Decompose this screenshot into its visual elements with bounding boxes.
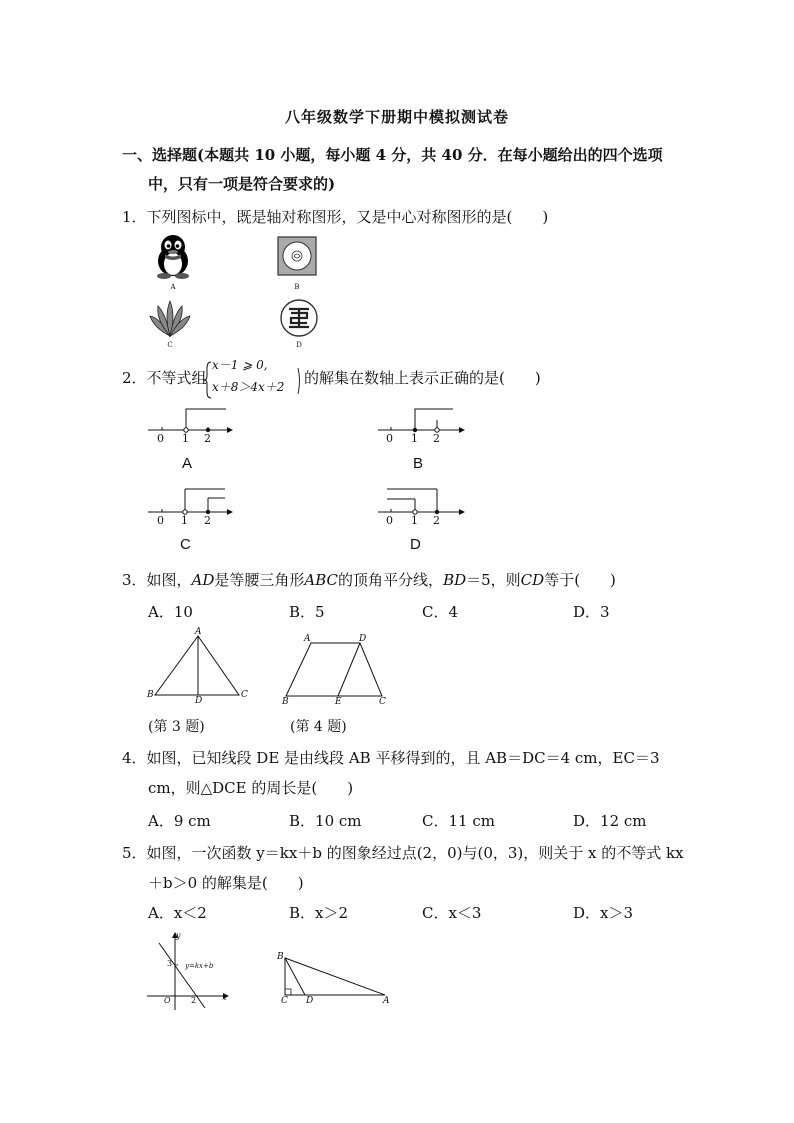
q3-stem: 3．如图，AD是等腰三角形ABC的顶角平分线，BD＝5，则CD等于( ) <box>122 571 616 589</box>
q4-option-b: B．10 cm <box>289 812 362 830</box>
q3-caption: (第 3 题) <box>148 719 205 735</box>
disc-logo-icon <box>277 236 317 276</box>
q5-stem-line2: ＋b＞0 的解集是( ) <box>148 874 304 892</box>
number-line-b-tick1: 1 <box>411 432 418 445</box>
q5-stem-line1: 5．如图，一次函数 y＝kx＋b 的图象经过点(2，0)与(0，3)，则关于 x 的不等式 kx <box>122 844 684 862</box>
section-heading-line1: 一、选择题(本题共 10 小题，每小题 4 分，共 40 分．在每小题给出的四个选项 <box>122 146 663 164</box>
number-line-a-tick0: 0 <box>157 432 164 445</box>
q4-stem-line2: cm，则△DCE 的周长是( ) <box>148 779 354 797</box>
system-bracket-icon <box>296 360 304 400</box>
petal-logo-icon <box>146 298 194 338</box>
number-line-d-tick0: 0 <box>386 514 393 527</box>
q4-label-a: A <box>304 634 311 644</box>
q6-label-d: D <box>306 996 314 1006</box>
q5-graph-origin-label: O <box>164 996 171 1005</box>
q3-label-d: D <box>195 696 203 706</box>
q6-label-c: C <box>281 996 288 1006</box>
number-line-a-tick2: 2 <box>204 432 211 445</box>
q2-system-line1: x－1 ⩾ 0, <box>212 358 268 372</box>
q4-option-d: D．12 cm <box>573 812 647 830</box>
number-line-d-tick2: 2 <box>433 514 440 527</box>
q3-option-c: C．4 <box>422 603 459 621</box>
q5-graph-x-label: x <box>222 993 227 1002</box>
q1-label-d: D <box>296 341 302 349</box>
q2-option-b-label: B <box>413 455 424 472</box>
q5-graph-y-label: y <box>176 931 181 940</box>
bank-logo-icon <box>279 298 319 338</box>
q6-label-b: B <box>277 952 284 962</box>
q2-stem-prefix: 2．不等式组 <box>122 369 207 387</box>
q1-label-a: A <box>170 283 176 291</box>
q3-label-a: A <box>195 627 202 637</box>
section-heading-line2: 中，只有一项是符合要求的) <box>148 175 336 193</box>
q3-label-b: B <box>147 690 154 700</box>
q3-option-b: B．5 <box>289 603 325 621</box>
number-line-b-tick2: 2 <box>433 432 440 445</box>
q5-graph-2-label: 2 <box>191 996 197 1005</box>
q3-label-c: C <box>241 690 248 700</box>
number-line-d-tick1: 1 <box>411 514 418 527</box>
q4-label-d: D <box>359 634 367 644</box>
q5-option-c: C．x＜3 <box>422 904 482 922</box>
q5-graph-line-label: y=kx+b <box>185 962 214 970</box>
q5-graph-3-label: 3 <box>167 959 173 968</box>
q1-label-c: C <box>167 341 173 349</box>
q5-option-d: D．x＞3 <box>573 904 634 922</box>
q4-label-e: E <box>335 697 342 707</box>
number-line-c-tick0: 0 <box>157 514 164 527</box>
page-title: 八年级数学下册期中模拟测试卷 <box>284 108 509 126</box>
q2-system-line2: x＋8＞4x＋2 <box>212 380 285 394</box>
number-line-c-tick2: 2 <box>204 514 211 527</box>
q1-stem: 1．下列图标中，既是轴对称图形，又是中心对称图形的是( ) <box>122 208 549 226</box>
q1-label-b: B <box>294 283 300 291</box>
q2-option-c-label: C <box>180 536 191 553</box>
q4-label-c: C <box>379 697 386 707</box>
q6-label-a: A <box>383 996 390 1006</box>
number-line-a-tick1: 1 <box>182 432 189 445</box>
q3-option-a: A．10 <box>148 603 193 621</box>
number-line-c-tick1: 1 <box>181 514 188 527</box>
q4-option-a: A．9 cm <box>148 812 211 830</box>
penguin-logo-icon <box>150 233 196 279</box>
q2-option-a-label: A <box>182 455 193 472</box>
q4-trapezoid-figure <box>280 635 390 705</box>
q3-option-d: D．3 <box>573 603 610 621</box>
q4-stem-line1: 4．如图，已知线段 DE 是由线段 AB 平移得到的，且 AB＝DC＝4 cm，EC＝3 <box>122 749 660 767</box>
q4-option-c: C．11 cm <box>422 812 495 830</box>
q4-caption: (第 4 题) <box>290 719 347 735</box>
q5-option-a: A．x＜2 <box>148 904 207 922</box>
q4-label-b: B <box>282 697 289 707</box>
q2-option-d-label: D <box>410 536 421 553</box>
number-line-b-tick0: 0 <box>386 432 393 445</box>
q5-option-b: B．x＞2 <box>289 904 349 922</box>
q2-stem-suffix: 的解集在数轴上表示正确的是( ) <box>304 369 541 387</box>
q6-right-triangle-figure <box>275 950 395 1005</box>
